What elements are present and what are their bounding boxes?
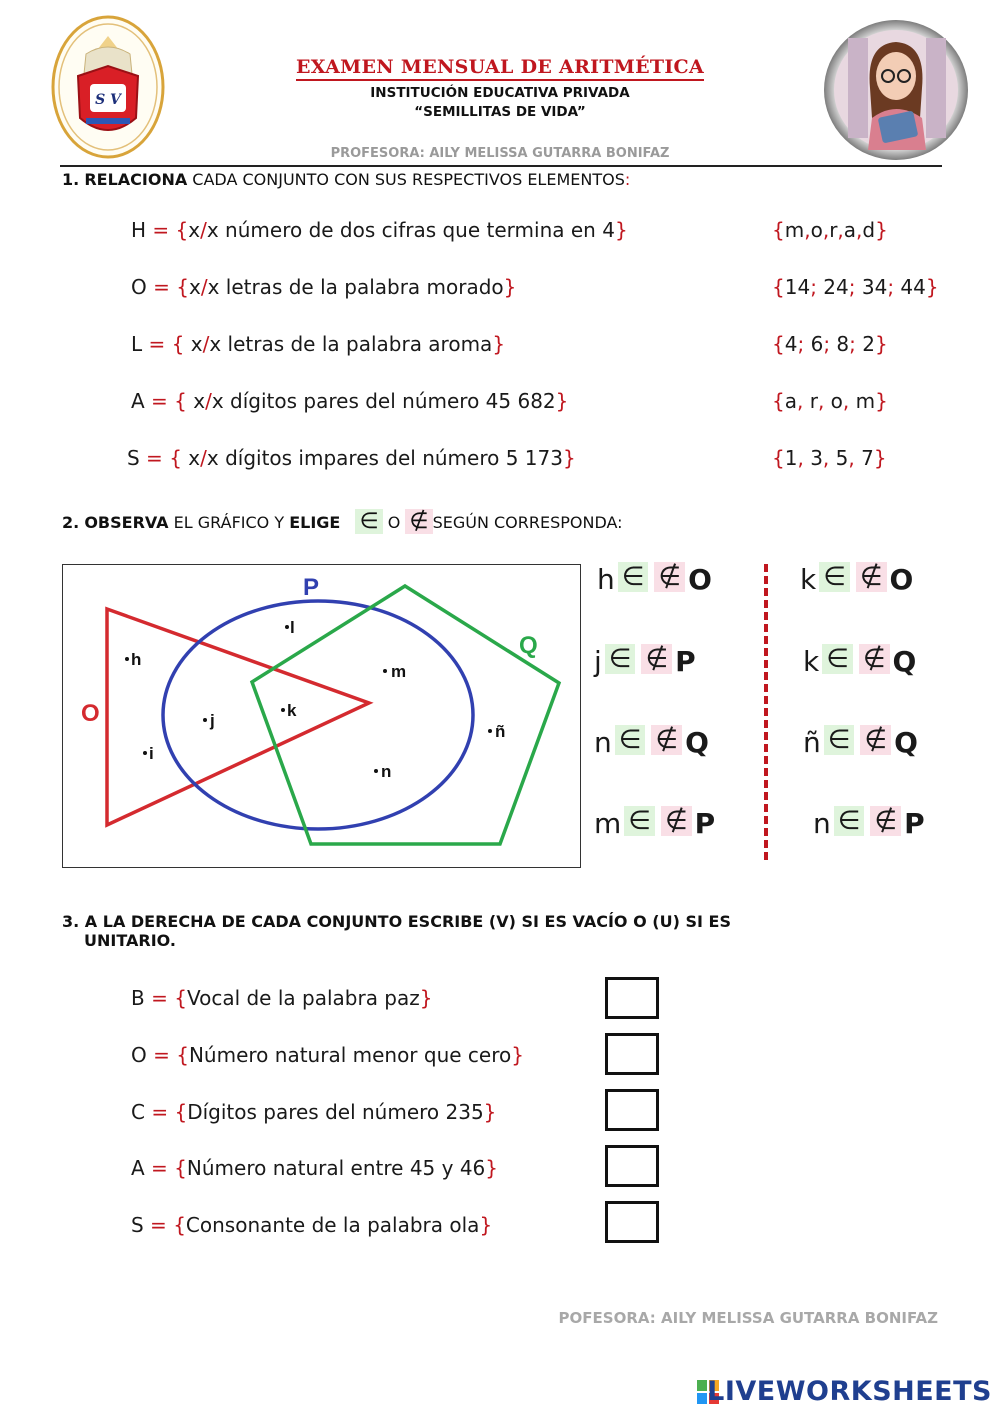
point-l: l: [290, 618, 295, 637]
q2-option: ñ ∈ ∉ Q: [803, 725, 918, 759]
element-item: 7: [861, 446, 874, 470]
element-item: r: [829, 218, 838, 242]
brace-open: {: [772, 389, 785, 413]
separator: ,: [797, 446, 811, 470]
venn-diagram: [62, 564, 581, 868]
brand-wordmark: LIVEWORKSHEETS: [707, 1376, 992, 1407]
element-item: o: [830, 389, 843, 413]
element-item: o: [810, 218, 823, 242]
not-member-symbol: ∉: [405, 509, 432, 534]
q2-title: 2. OBSERVA EL GRÁFICO Y ELIGE ∈ O ∉ SEGÚN CORRESPONDA:: [62, 509, 623, 534]
brace-open: {: [772, 446, 785, 470]
element-item: 8: [836, 332, 850, 356]
answer-box[interactable]: [605, 1145, 659, 1187]
element-item: 6: [810, 332, 824, 356]
element-item: 44: [900, 275, 926, 299]
element-item: 5: [835, 446, 849, 470]
member-choice[interactable]: ∈: [834, 806, 865, 836]
q2-option: k ∈ ∉ Q: [803, 644, 917, 678]
element-item: r: [809, 389, 818, 413]
q1-elements[interactable]: [772, 389, 888, 413]
q2-option: n ∈ ∉ P: [813, 806, 925, 840]
brace-close: }: [875, 332, 888, 356]
member-symbol: ∈: [355, 509, 382, 534]
point-h: h: [131, 650, 142, 669]
q1-set-H: H = {x/x número de dos cifras que termina en 4}: [131, 218, 628, 242]
point-ñ: ñ: [495, 722, 506, 741]
separator: ,: [804, 218, 811, 242]
q2-option: h ∈ ∉ O: [597, 562, 712, 596]
separator: ,: [848, 446, 862, 470]
element-item: 4: [784, 332, 798, 356]
point-n: n: [381, 762, 392, 781]
element-item: 3: [810, 446, 823, 470]
q1-set-L: L = { x/x letras de la palabra aroma}: [131, 332, 506, 356]
member-choice[interactable]: ∈: [605, 644, 636, 674]
q1-elements[interactable]: [772, 218, 888, 242]
separator: ;: [848, 275, 862, 299]
set-Q-pentagon: [252, 586, 559, 844]
separator: ,: [817, 389, 831, 413]
element-item: 14: [784, 275, 811, 299]
answer-box[interactable]: [605, 977, 659, 1019]
member-choice[interactable]: ∈: [618, 562, 649, 592]
separator: ,: [797, 389, 810, 413]
footer-teacher: POFESORA: AILY MELISSA GUTARRA BONIFAZ: [558, 1309, 938, 1327]
point-j: j: [210, 711, 215, 730]
q1-set-S: S = { x/x dígitos impares del número 5 173}: [127, 446, 576, 470]
brace-close: }: [925, 275, 939, 299]
q2-option: j ∈ ∉ P: [594, 644, 696, 678]
institution-line: INSTITUCIÓN EDUCATIVA PRIVADA: [370, 85, 630, 101]
element-item: m: [784, 218, 805, 242]
separator: ;: [849, 332, 863, 356]
q3-set-A: A = {Número natural entre 45 y 46}: [131, 1156, 498, 1180]
member-choice[interactable]: ∈: [822, 644, 853, 674]
member-choice[interactable]: ∈: [615, 725, 646, 755]
not-member-choice[interactable]: ∉: [654, 562, 685, 592]
separator: ,: [822, 446, 836, 470]
not-member-choice[interactable]: ∉: [641, 644, 672, 674]
member-choice[interactable]: ∈: [824, 725, 855, 755]
q1-elements[interactable]: [772, 275, 939, 299]
point-i: i: [149, 744, 154, 763]
element-item: d: [862, 218, 876, 242]
brace-open: {: [772, 275, 785, 299]
brace-close: }: [873, 446, 887, 470]
element-item: 34: [861, 275, 888, 299]
point-m: m: [391, 662, 407, 681]
q1-set-A: A = { x/x dígitos pares del número 45 682}: [131, 389, 569, 413]
q2-option: m ∈ ∉ P: [594, 806, 716, 840]
member-choice[interactable]: ∈: [624, 806, 655, 836]
q3-set-O: O = {Número natural menor que cero}: [131, 1043, 524, 1067]
element-item: 2: [862, 332, 875, 356]
separator: ;: [797, 332, 811, 356]
not-member-choice[interactable]: ∉: [661, 806, 692, 836]
not-member-choice[interactable]: ∉: [870, 806, 901, 836]
q1-title: 1. RELACIONA CADA CONJUNTO CON SUS RESPECTIVOS ELEMENTOS:: [62, 170, 631, 189]
not-member-choice[interactable]: ∉: [860, 725, 891, 755]
set-label-Q: Q: [519, 632, 538, 659]
q1-elements[interactable]: [772, 446, 887, 470]
brace-open: {: [772, 332, 785, 356]
teacher-avatar: [822, 18, 970, 162]
separator: ,: [837, 218, 844, 242]
set-label-O: O: [81, 700, 100, 727]
answer-box[interactable]: [605, 1201, 659, 1243]
set-O-triangle: [107, 609, 369, 825]
q1-set-O: O = {x/x letras de la palabra morado}: [131, 275, 517, 299]
element-item: 24: [823, 275, 849, 299]
separator: ;: [887, 275, 901, 299]
q3-set-C: C = {Dígitos pares del número 235}: [131, 1100, 497, 1124]
options-divider: [764, 564, 768, 860]
element-item: a: [784, 389, 797, 413]
brace-close: }: [875, 218, 888, 242]
q2-option: k ∈ ∉ O: [800, 562, 914, 596]
page-title: EXAMEN MENSUAL DE ARITMÉTICA: [0, 56, 1000, 78]
school-name: “SEMILLITAS DE VIDA”: [414, 104, 586, 120]
point-k: k: [287, 701, 297, 720]
separator: ;: [823, 332, 837, 356]
answer-box[interactable]: [605, 1089, 659, 1131]
q3-title: 3. A LA DERECHA DE CADA CONJUNTO ESCRIBE (V) SI ES VACÍO O (U) SI ES UNITARIO.: [62, 912, 731, 950]
element-item: a: [843, 218, 857, 242]
separator: ;: [810, 275, 824, 299]
brace-close: }: [875, 389, 888, 413]
not-member-choice[interactable]: ∉: [856, 562, 887, 592]
teacher-line: PROFESORA: AILY MELISSA GUTARRA BONIFAZ: [330, 146, 670, 161]
not-member-choice[interactable]: ∉: [859, 644, 890, 674]
separator: ,: [822, 218, 830, 242]
logo-text: S V: [95, 92, 121, 108]
member-choice[interactable]: ∈: [819, 562, 850, 592]
separator: ,: [842, 389, 856, 413]
set-label-P: P: [303, 574, 320, 601]
element-item: m: [855, 389, 876, 413]
answer-box[interactable]: [605, 1033, 659, 1075]
element-item: 1: [784, 446, 798, 470]
q1-elements[interactable]: [772, 332, 888, 356]
brace-open: {: [772, 218, 785, 242]
q2-option: n ∈ ∉ Q: [594, 725, 709, 759]
q3-set-S: S = {Consonante de la palabra ola}: [131, 1213, 493, 1237]
separator: ,: [856, 218, 863, 242]
header-divider: [60, 165, 942, 167]
q3-set-B: B = {Vocal de la palabra paz}: [131, 986, 433, 1010]
not-member-choice[interactable]: ∉: [651, 725, 682, 755]
